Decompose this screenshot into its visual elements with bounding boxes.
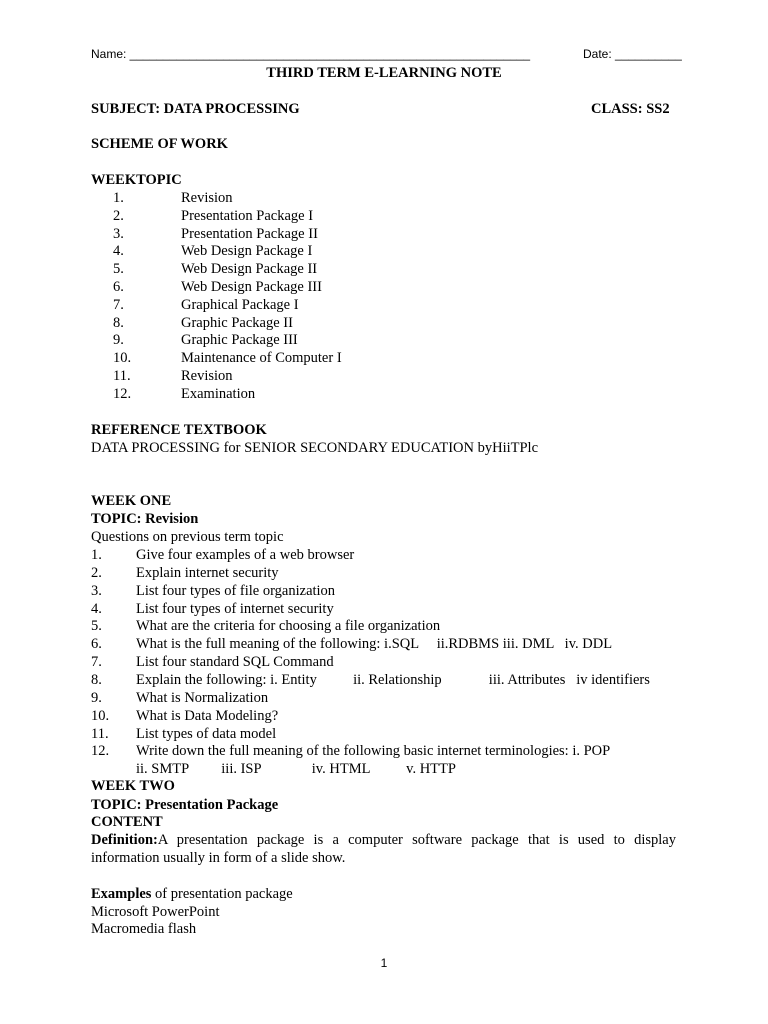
- question-number: 4.: [91, 600, 102, 617]
- question-text: What is Normalization: [136, 689, 269, 706]
- scheme-item-number: 6.: [113, 279, 124, 295]
- scheme-item-number: 12.: [113, 385, 132, 402]
- examples-label: Examples: [91, 886, 152, 902]
- question-number: 6.: [91, 636, 102, 653]
- question-number: 5.: [91, 618, 102, 635]
- question-text: List types of data model: [136, 725, 277, 742]
- subject-line: SUBJECT: DATA PROCESSING: [91, 101, 300, 117]
- scheme-item-topic: Web Design Package I: [181, 243, 313, 260]
- scheme-heading: SCHEME OF WORK: [91, 136, 228, 152]
- scheme-item-number: 9.: [113, 332, 124, 349]
- question-number: 1.: [91, 547, 102, 563]
- question-text: Write down the full meaning of the following basic internet terminologies: i. POP: [136, 743, 611, 760]
- reference-text: DATA PROCESSING for SENIOR SECONDARY EDUCATION byHiiTPlc: [91, 440, 539, 456]
- question-number: 7.: [91, 654, 102, 671]
- scheme-item-topic: Web Design Package III: [181, 279, 322, 295]
- question-number: 3.: [91, 582, 102, 599]
- question-text: List four standard SQL Command: [136, 654, 334, 671]
- scheme-item-number: 3.: [113, 225, 124, 242]
- scheme-item-number: 11.: [113, 368, 131, 384]
- scheme-item-topic: Web Design Package II: [181, 261, 318, 278]
- content-heading: CONTENT: [91, 814, 163, 830]
- question-text: Explain the following: i. Entity ii. Relationship iii. Attributes iv identifiers: [136, 671, 650, 688]
- question-number: 9.: [91, 689, 102, 706]
- question-number: 11.: [91, 725, 109, 742]
- scheme-item-number: 8.: [113, 314, 124, 331]
- question-12-continued: ii. SMTP iii. ISP iv. HTML v. HTTP: [136, 761, 456, 777]
- scheme-item-number: 5.: [113, 261, 124, 278]
- scheme-item-topic: Maintenance of Computer I: [181, 350, 342, 367]
- scheme-item-number: 2.: [113, 207, 124, 224]
- scheme-item-topic: Graphic Package II: [181, 314, 293, 331]
- definition-text: A presentation package is a computer software package that is used to display information usually in form of a slide show.: [91, 832, 676, 866]
- question-number: 12.: [91, 743, 110, 760]
- definition-label: Definition:: [91, 832, 158, 848]
- class-line: CLASS: SS2: [591, 101, 670, 117]
- reference-heading: REFERENCE TEXTBOOK: [91, 422, 267, 438]
- week-one-intro: Questions on previous term topic: [91, 529, 284, 545]
- week-two-topic: TOPIC: Presentation Package: [91, 797, 279, 813]
- week-two-heading: WEEK TWO: [91, 778, 175, 794]
- question-text: What is the full meaning of the following: i.SQL ii.RDBMS iii. DML iv. DDL: [136, 636, 613, 653]
- scheme-item-topic: Examination: [181, 385, 256, 402]
- question-number: 10.: [91, 707, 110, 724]
- scheme-item-topic: Presentation Package II: [181, 225, 318, 242]
- document-title: THIRD TERM E-LEARNING NOTE: [266, 65, 502, 81]
- examples-line: [91, 885, 293, 903]
- scheme-item-number: 1.: [113, 190, 124, 206]
- question-text: What are the criteria for choosing a file organization: [136, 618, 441, 635]
- question-text: List four types of internet security: [136, 600, 334, 617]
- week-one-topic: TOPIC: Revision: [91, 511, 199, 527]
- question-text: List four types of file organization: [136, 582, 336, 599]
- scheme-item-number: 10.: [113, 350, 132, 367]
- examples-suffix: of presentation package: [151, 886, 293, 902]
- scheme-item-topic: Graphical Package I: [181, 296, 299, 313]
- example-item: Microsoft PowerPoint: [91, 904, 220, 920]
- question-number: 8.: [91, 671, 102, 688]
- example-item: Macromedia flash: [91, 921, 197, 937]
- scheme-item-number: 7.: [113, 296, 124, 313]
- week-one-heading: WEEK ONE: [91, 493, 172, 509]
- scheme-item-topic: Presentation Package I: [181, 207, 314, 224]
- question-text: What is Data Modeling?: [136, 707, 279, 724]
- page-number: 1: [380, 956, 388, 970]
- scheme-item-number: 4.: [113, 243, 124, 260]
- question-text: Explain internet security: [136, 564, 279, 581]
- scheme-item-topic: Revision: [181, 190, 233, 206]
- question-number: 2.: [91, 564, 102, 581]
- scheme-item-topic: Revision: [181, 368, 233, 384]
- weektopic-heading: WEEKTOPIC: [91, 172, 182, 188]
- scheme-item-topic: Graphic Package III: [181, 332, 298, 349]
- date-field-label: Date: __________: [583, 47, 682, 61]
- name-field-label: Name: ____________________________________________________________: [91, 47, 531, 61]
- question-text: Give four examples of a web browser: [136, 547, 355, 563]
- definition-paragraph: [91, 831, 676, 867]
